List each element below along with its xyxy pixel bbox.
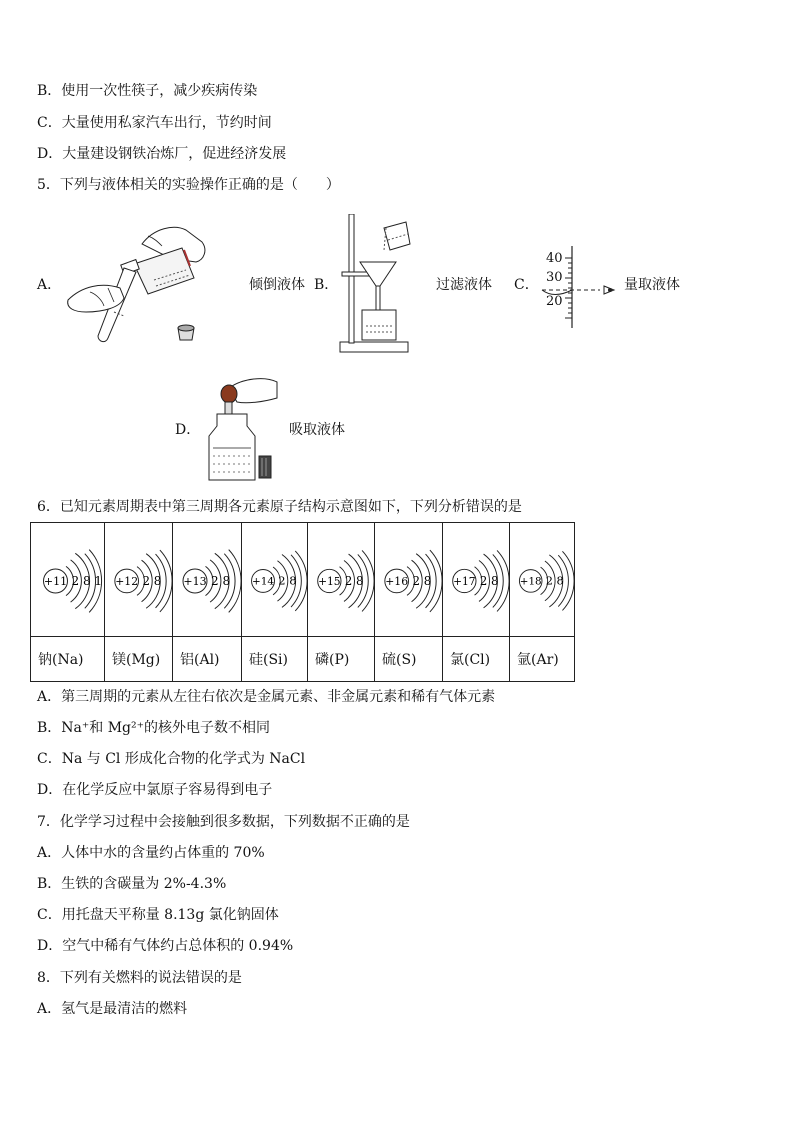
element-name: 氯(Cl) xyxy=(443,637,510,682)
cylinder-mark-40: 40 xyxy=(546,251,563,266)
electron-configuration: 2 8 xyxy=(211,574,231,588)
atom-diagram xyxy=(242,523,307,636)
element-name: 硅(Si) xyxy=(242,637,308,682)
atom-diagram xyxy=(31,523,104,636)
atomic-structure-table xyxy=(30,522,575,682)
q5-option-b-letter: B． xyxy=(314,277,339,293)
q7-stem: 7．化学学习过程中会接触到很多数据，下列数据不正确的是 xyxy=(37,814,410,830)
electron-configuration: 2 8 xyxy=(344,573,364,588)
nucleus-charge: +14 xyxy=(251,575,275,588)
element-name: 磷(P) xyxy=(308,637,375,682)
nucleus-charge: +17 xyxy=(453,574,476,588)
atom-diagram-cell xyxy=(242,523,308,637)
atom-diagram-cell xyxy=(173,523,242,637)
cylinder-mark-20: 20 xyxy=(546,294,563,309)
q4-option-d: D．大量建设钢铁冶炼厂，促进经济发展 xyxy=(37,146,287,162)
atom-diagram xyxy=(308,523,374,636)
atom-diagram-cell xyxy=(510,523,575,637)
electron-configuration: 2 8 xyxy=(278,573,297,588)
nucleus-charge: +16 xyxy=(385,574,409,588)
q6-option-a: A．第三周期的元素从左往右依次是金属元素、非金属元素和稀有气体元素 xyxy=(37,689,496,705)
q5-option-d-letter: D． xyxy=(175,422,201,438)
atom-diagram-cell xyxy=(375,523,443,637)
atom-diagram-cell xyxy=(31,523,105,637)
q8-option-a: A．氢气是最清洁的燃料 xyxy=(37,1001,188,1017)
element-name: 铝(Al) xyxy=(173,637,242,682)
q7-option-b: B．生铁的含碳量为 2%-4.3% xyxy=(37,876,227,892)
atom-diagram-cell xyxy=(105,523,173,637)
nucleus-charge: +11 xyxy=(43,575,68,588)
q5-option-c-letter: C． xyxy=(514,277,539,293)
q4-option-c: C．大量使用私家汽车出行，节约时间 xyxy=(37,115,272,131)
atom-diagram-cell xyxy=(308,523,375,637)
nucleus-charge: +15 xyxy=(318,574,341,588)
q5-option-a-letter: A． xyxy=(37,277,62,293)
q6-option-c: C．Na 与 Cl 形成化合物的化学式为 NaCl xyxy=(37,751,306,767)
q7-option-d: D．空气中稀有气体约占总体积的 0.94% xyxy=(37,938,294,954)
cylinder-mark-30: 30 xyxy=(546,270,563,285)
q6-stem: 6．已知元素周期表中第三周期各元素原子结构示意图如下，下列分析错误的是 xyxy=(37,499,522,515)
nucleus-charge: +12 xyxy=(115,574,139,588)
nucleus-charge: +13 xyxy=(183,575,207,588)
atom-diagram xyxy=(375,523,442,636)
q7-option-a: A．人体中水的含量约占体重的 70% xyxy=(37,845,265,861)
element-name: 硫(S) xyxy=(375,637,443,682)
dropper-bottle-figure xyxy=(203,374,279,482)
q5-option-a-caption: 倾倒液体 xyxy=(249,277,305,293)
electron-configuration: 2 8 xyxy=(412,573,432,588)
atom-diagram xyxy=(443,523,509,636)
atom-diagram xyxy=(105,523,172,636)
q5-option-c-caption: 量取液体 xyxy=(624,277,680,293)
q8-stem: 8．下列有关燃料的说法错误的是 xyxy=(37,970,242,986)
nucleus-charge: +18 xyxy=(519,575,542,588)
atom-diagram-cell xyxy=(443,523,510,637)
electron-configuration: 2 8 xyxy=(479,573,499,588)
element-name: 氩(Ar) xyxy=(510,637,575,682)
q5-option-b-caption: 过滤液体 xyxy=(436,277,492,293)
q4-option-b: B．使用一次性筷子，减少疾病传染 xyxy=(37,83,258,99)
q6-option-b: B．Na⁺和 Mg²⁺的核外电子数不相同 xyxy=(37,720,271,736)
filtration-apparatus-figure xyxy=(338,214,412,354)
electron-configuration: 2 8 1 xyxy=(71,574,103,588)
q5-option-d-caption: 吸取液体 xyxy=(289,422,345,438)
element-name: 镁(Mg) xyxy=(105,637,173,682)
q5-stem: 5．下列与液体相关的实验操作正确的是（ ） xyxy=(37,177,340,193)
electron-configuration: 2 8 xyxy=(142,573,162,588)
pouring-liquid-figure xyxy=(62,216,212,348)
element-name: 钠(Na) xyxy=(31,637,105,682)
q7-option-c: C．用托盘天平称量 8.13g 氯化钠固体 xyxy=(37,907,279,923)
q6-option-d: D．在化学反应中氯原子容易得到电子 xyxy=(37,782,273,798)
electron-configuration: 2 8 xyxy=(545,574,564,588)
atom-diagram xyxy=(173,523,241,636)
atom-diagram xyxy=(510,523,574,636)
